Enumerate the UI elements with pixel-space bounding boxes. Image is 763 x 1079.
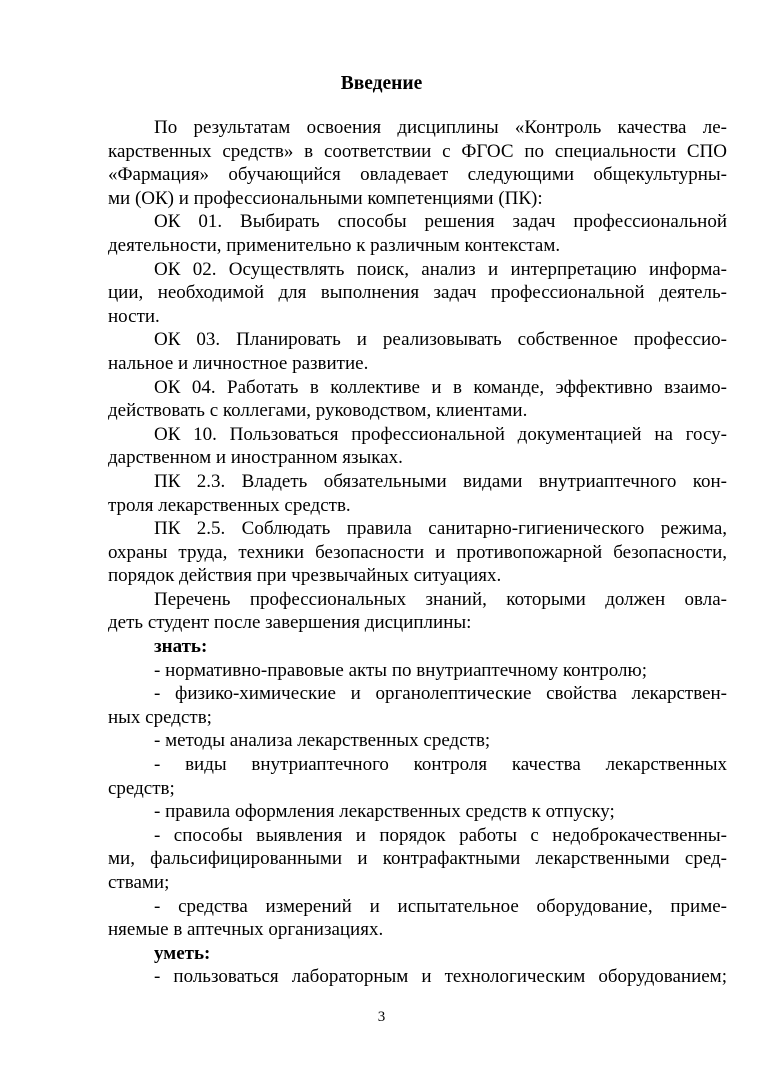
text-line: дарственном и иностранном языках. <box>108 447 403 469</box>
text-line: - виды внутриаптечного контроля качества лекарственных <box>154 754 727 776</box>
text-line: ОК 04. Работать в коллективе и в команде, эффективно взаимо- <box>154 376 727 398</box>
text-line: ствами; <box>108 872 170 893</box>
text-line: - способы выявления и порядок работы с недоброкачественны- <box>154 824 727 846</box>
text-line: ПК 2.3. Владеть обязательными видами внутриаптечного кон- <box>154 470 727 492</box>
text-line: средств; <box>108 777 175 799</box>
text-line: охраны труда, техники безопасности и противопожарной безопасности, <box>108 541 727 563</box>
text-line: ПК 2.5. Соблюдать правила санитарно-гигиенического режима, <box>154 518 727 540</box>
text-line: деятельности, применительно к различным контекстам. <box>108 234 561 256</box>
text-line: ности. <box>108 305 160 327</box>
section-heading: знать: <box>154 636 208 658</box>
text-line: ми (ОК) и профессиональными компетенциями (ПК): <box>108 187 543 209</box>
text-line: - методы анализа лекарственных средств; <box>154 730 491 752</box>
text-line: нальное и личностное развитие. <box>108 352 369 374</box>
text-line: ми, фальсифицированными и контрафактными лекарственными сред- <box>108 848 727 870</box>
text-line: действовать с коллегами, руководством, клиентами. <box>108 400 528 422</box>
text-line: ОК 01. Выбирать способы решения задач профессиональной <box>154 211 727 233</box>
text-line: - пользоваться лабораторным и технологическим оборудованием; <box>154 966 727 988</box>
text-line: деть студент после завершения дисциплины: <box>108 612 472 634</box>
text-line: троля лекарственных средств. <box>108 494 351 516</box>
text-line: ОК 10. Пользоваться профессиональной документацией на госу- <box>154 423 727 445</box>
text-line: карственных средств» в соответствии с ФГОС по специальности СПО <box>108 140 727 162</box>
text-line: ции, необходимой для выполнения задач профессиональной деятель- <box>108 282 727 304</box>
document-body <box>108 116 727 989</box>
text-line: порядок действия при чрезвычайных ситуациях. <box>108 565 502 587</box>
text-line: По результатам освоения дисциплины «Контроль качества ле- <box>154 117 727 138</box>
text-line: «Фармация» обучающийся овладевает следующими общекультурны- <box>108 164 727 186</box>
text-line: ных средств; <box>108 706 212 728</box>
page-title: Введение <box>340 73 423 94</box>
text-line: - средства измерений и испытательное оборудование, приме- <box>154 895 727 917</box>
text-line: ОК 02. Осуществлять поиск, анализ и интерпретацию информа- <box>154 258 727 280</box>
text-line: ОК 03. Планировать и реализовывать собственное профессио- <box>154 329 727 351</box>
text-line: - нормативно-правовые акты по внутриаптечному контролю; <box>154 659 648 681</box>
section-heading: уметь: <box>154 942 211 964</box>
page-number: 3 <box>377 1009 386 1025</box>
text-line: - физико-химические и органолептические свойства лекарствен- <box>154 683 727 705</box>
text-line: - правила оформления лекарственных средств к отпуску; <box>154 801 615 823</box>
text-line: Перечень профессиональных знаний, которыми должен овла- <box>154 588 727 610</box>
text-line: няемые в аптечных организациях. <box>108 919 384 941</box>
